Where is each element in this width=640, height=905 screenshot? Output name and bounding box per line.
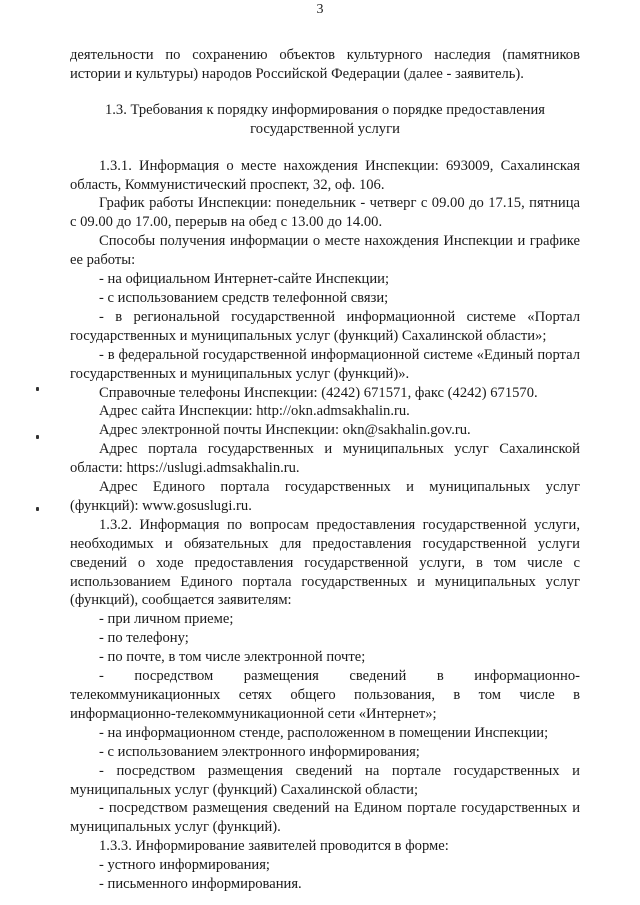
- list-item: - устного информирования;: [99, 857, 270, 874]
- paragraph: Справочные телефоны Инспекции: (4242) 671571, факс (4242) 671570.: [99, 384, 538, 401]
- paragraph: Способы получения информации о месте нахождения Инспекции и графике ее работы:: [70, 233, 580, 269]
- list-item: - посредством размещения сведений на портале государственных и муниципальных услуг (функций) Сахалинской области;: [70, 762, 580, 798]
- page-number: 3: [316, 2, 324, 17]
- list-item: - посредством размещения сведений в информационно-телекоммуникационных сетях общего пользования, в том числе в информационно-телекоммуникационной сети «Интернет»;: [70, 668, 580, 722]
- paragraph: Адрес сайта Инспекции: http://okn.admsakhalin.ru.: [99, 403, 410, 420]
- list-item: - посредством размещения сведений на Едином портале государственных и муниципальных услуг (функций).: [70, 800, 580, 836]
- margin-mark: [36, 435, 39, 439]
- paragraph: Адрес портала государственных и муниципальных услуг Сахалинской области: https://uslugi.admsakhalin.ru.: [70, 441, 580, 477]
- section-heading: 1.3. Требования к порядку информирования о порядке предоставления государственной услуги: [104, 101, 546, 137]
- paragraph: График работы Инспекции: понедельник - четверг с 09.00 до 17.15, пятница с 09.00 до 17.00, перерыв на обед с 13.00 до 14.00.: [70, 195, 580, 231]
- margin-mark: [36, 387, 39, 391]
- list-item: - в региональной государственной информационной системе «Портал государственных и муниципальных услуг (функций) Сахалинской области»;: [70, 308, 580, 344]
- paragraph: Адрес Единого портала государственных и муниципальных услуг (функций): www.gosuslugi.ru.: [70, 479, 580, 514]
- list-item: - по почте, в том числе электронной почте;: [99, 649, 366, 666]
- paragraph: 1.3.3. Информирование заявителей проводится в форме:: [99, 838, 449, 855]
- list-item: - с использованием электронного информирования;: [99, 743, 420, 760]
- list-item: - в федеральной государственной информационной системе «Единый портал государственных и муниципальных услуг (функций)».: [70, 346, 580, 382]
- paragraph: 1.3.1. Информация о месте нахождения Инспекции: 693009, Сахалинская область, Коммунистический проспект, 32, оф. 106.: [70, 157, 580, 193]
- list-item: - на информационном стенде, расположенном в помещении Инспекции;: [99, 724, 549, 741]
- paragraph: Адрес электронной почты Инспекции: okn@sakhalin.gov.ru.: [99, 422, 471, 439]
- list-item: - на официальном Интернет-сайте Инспекции;: [99, 271, 390, 288]
- list-item: - с использованием средств телефонной связи;: [99, 289, 389, 306]
- list-item: - при личном приеме;: [99, 611, 234, 628]
- paragraph: 1.3.2. Информация по вопросам предоставления государственной услуги, необходимых и обязательных для предоставления государственной услуги сведений о ходе предоставления государственной услуги, в том числе с использованием Единого портала государственных и муниципальных услуг (функций), сообщается заявителям:: [70, 516, 580, 609]
- list-item: - по телефону;: [99, 630, 189, 647]
- list-item: - письменного информирования.: [99, 876, 302, 893]
- intro-paragraph: деятельности по сохранению объектов культурного наследия (памятников истории и культуры) народов Российской Федерации (далее - заявитель).: [70, 47, 580, 82]
- document-body: [70, 46, 580, 894]
- margin-mark: [36, 507, 39, 511]
